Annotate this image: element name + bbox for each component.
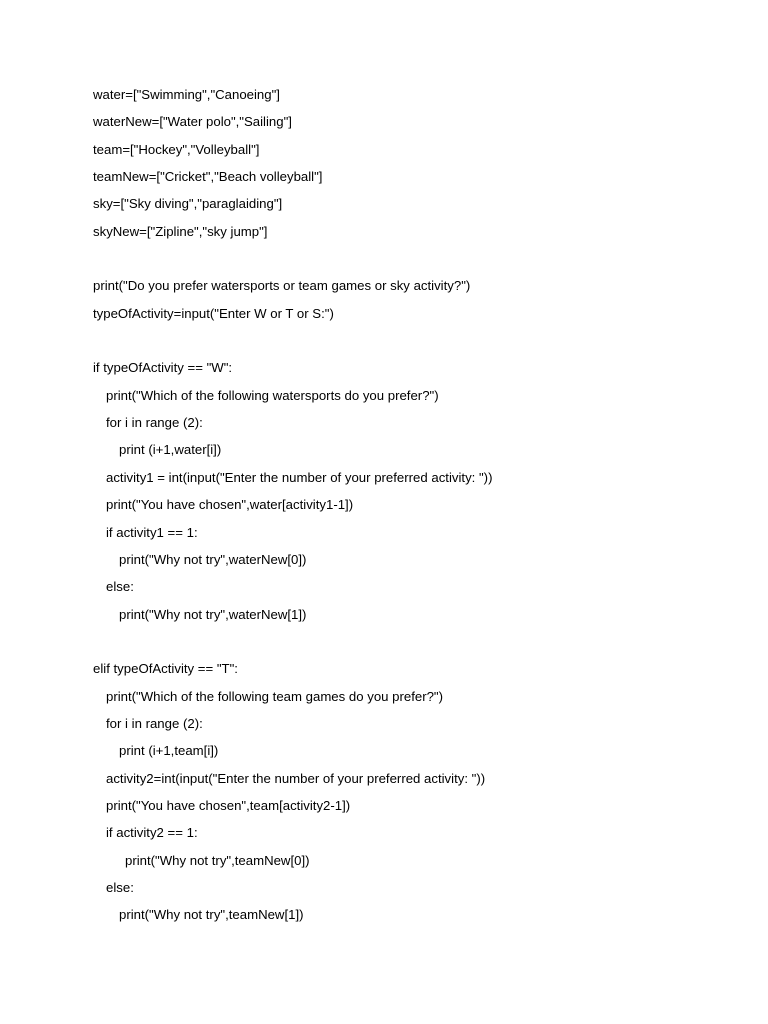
blank-line [93,332,492,359]
blank-line [93,250,492,277]
code-line: print (i+1,team[i]) [119,743,219,759]
code-line: for i in range (2): [106,715,203,731]
code-line: print("You have chosen",water[activity1-1]) [106,497,354,513]
code-line: print("Do you prefer watersports or team games or sky activity?") [93,278,471,294]
code-line: else: [106,879,134,895]
code-line: typeOfActivity=input("Enter W or T or S:") [93,305,334,321]
code-line: print("Why not try",teamNew[0]) [125,852,310,868]
code-line: sky=["Sky diving","paraglaiding"] [93,196,283,212]
code-line: teamNew=["Cricket","Beach volleyball"] [93,169,323,185]
code-listing [93,86,492,934]
code-line: team=["Hockey","Volleyball"] [93,141,260,157]
code-line: else: [106,579,134,595]
code-line: print("Why not try",waterNew[1]) [119,606,307,622]
code-line: activity1 = int(input("Enter the number of your preferred activity: ")) [106,469,493,485]
code-line: elif typeOfActivity == "T": [93,661,238,677]
code-line: for i in range (2): [106,415,203,431]
code-line: skyNew=["Zipline","sky jump"] [93,223,268,239]
code-line: activity2=int(input("Enter the number of your preferred activity: ")) [106,770,486,786]
code-line: print("Which of the following watersports do you prefer?") [106,387,439,403]
code-line: print("Which of the following team games do you prefer?") [106,688,444,704]
code-line: water=["Swimming","Canoeing"] [93,87,280,102]
code-line: if activity1 == 1: [106,524,198,540]
code-line: print (i+1,water[i]) [119,442,222,458]
blank-line [93,633,492,660]
code-line: if activity2 == 1: [106,825,198,841]
code-line: print("Why not try",waterNew[0]) [119,551,307,567]
code-line: waterNew=["Water polo","Sailing"] [93,114,292,130]
code-line: if typeOfActivity == "W": [93,360,233,376]
code-line: print("You have chosen",team[activity2-1]) [106,797,351,813]
code-line: print("Why not try",teamNew[1]) [119,907,304,923]
